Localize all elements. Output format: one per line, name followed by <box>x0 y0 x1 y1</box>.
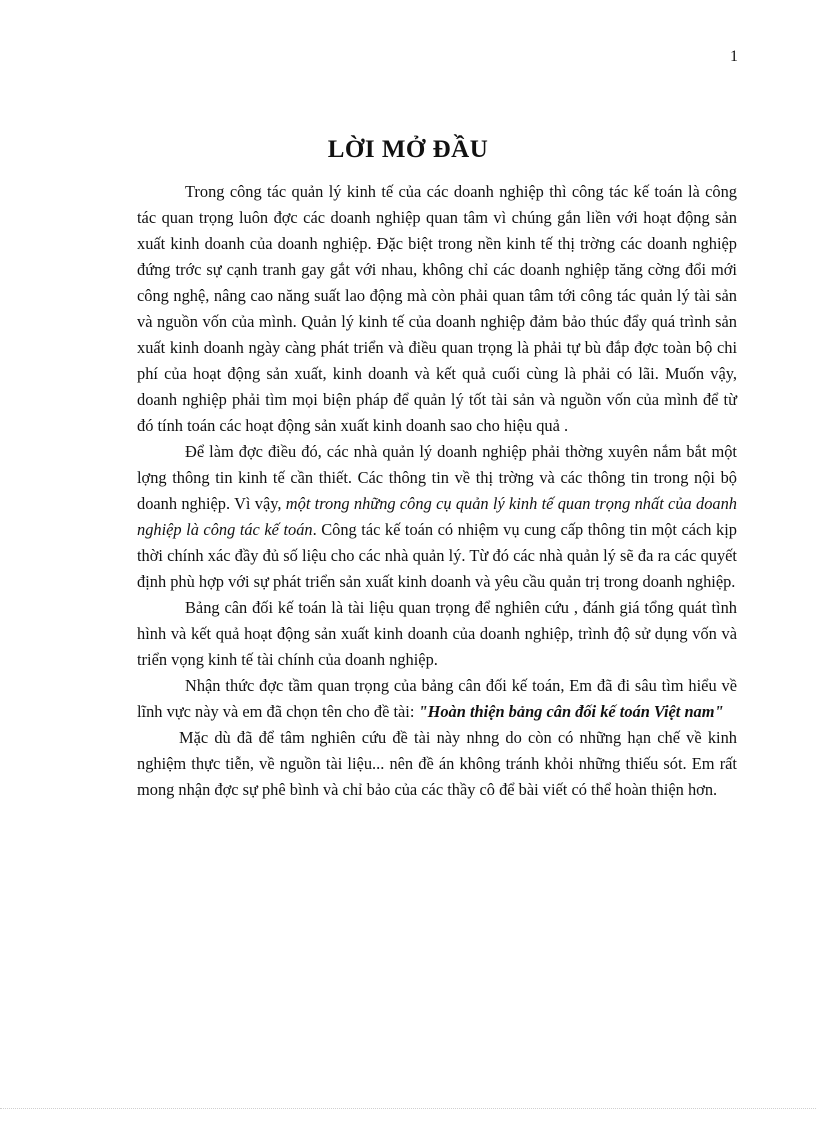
document-body <box>137 179 737 803</box>
paragraph-2-text-b: . Công tác kế toán có nhiệm vụ cung cấp thông tin một cách kịp thời chính xác đầy đủ số liệu cho các nhà quản lý. Từ đó các nhà quản lý sẽ đa ra các quyết định phù hợp với sự phát triển sản xuất kinh doanh và yêu cầu quản trị trong doanh nghiệp. <box>137 520 737 591</box>
paragraph-4 <box>137 673 737 725</box>
paragraph-2-text-a: Để làm đợc điều đó, các nhà quản lý doanh nghiệp phải thờng xuyên nắm bắt một lợng thông tin kinh tế cần thiết. Các thông tin về thị trờng và các thông tin trong nội bộ doanh nghiệp. Vì vậy, <box>137 442 737 513</box>
page-bottom-divider <box>0 1108 816 1109</box>
paragraph-1: Trong công tác quản lý kinh tế của các doanh nghiệp thì công tác kế toán là công tác quan trọng luôn đợc các doanh nghiệp quan tâm vì chúng gắn liền với hoạt động sản xuất kinh doanh của doanh nghiệp. Đặc biệt trong nền kinh tế thị trờng các doanh nghiệp đứng trớc sự cạnh tranh gay gắt với nhau, không chỉ các doanh nghiệp tăng cờng đổi mới công nghệ, nâng cao năng suất lao động mà còn phải quan tâm tới công tác quản lý tài sản và nguồn vốn của mình. Quản lý kinh tế của doanh nghiệp đảm bảo thúc đẩy quá trình sản xuất kinh doanh ngày càng phát triển và điều quan trọng là phải tự bù đắp đợc toàn bộ chi phí của hoạt động sản xuất, kinh doanh và kết quả cuối cùng là phải có lãi. Muốn vậy, doanh nghiệp phải tìm mọi biện pháp để quản lý tốt tài sản và nguồn vốn của mình để từ đó tính toán các hoạt động sản xuất kinh doanh sao cho hiệu quả . <box>137 182 737 435</box>
page-title: LỜI MỞ ĐẦU <box>327 136 489 163</box>
paragraph-3: Bảng cân đối kế toán là tài liệu quan trọng để nghiên cứu , đánh giá tổng quát tình hình và kết quả hoạt động sản xuất kinh doanh của doanh nghiệp, trình độ sử dụng vốn và triển vọng kinh tế tài chính của doanh nghiệp. <box>137 598 737 669</box>
paragraph-2-italic-phrase: một trong những công cụ quản lý kinh tế quan trọng nhất của doanh nghiệp là công tác kế toán <box>137 494 738 539</box>
paragraph-4-text: Nhận thức đợc tầm quan trọng của bảng cân đối kế toán, Em đã đi sâu tìm hiểu về lĩnh vực này và em đã chọn tên cho đề tài: <box>137 676 737 721</box>
paragraph-2 <box>137 439 737 595</box>
paragraph-5: Mặc dù đã để tâm nghiên cứu đề tài này nhng do còn có những hạn chế về kinh nghiệm thực tiễn, về nguồn tài liệu... nên đề án không tránh khỏi những thiếu sót. Em rất mong nhận đợc sự phê bình và chỉ bảo của các thầy cô để bài viết có thể hoàn thiện hơn. <box>137 728 737 799</box>
page-number: 1 <box>730 48 738 65</box>
thesis-topic-title: "Hoàn thiện bảng cân đối kế toán Việt nam" <box>418 702 724 721</box>
